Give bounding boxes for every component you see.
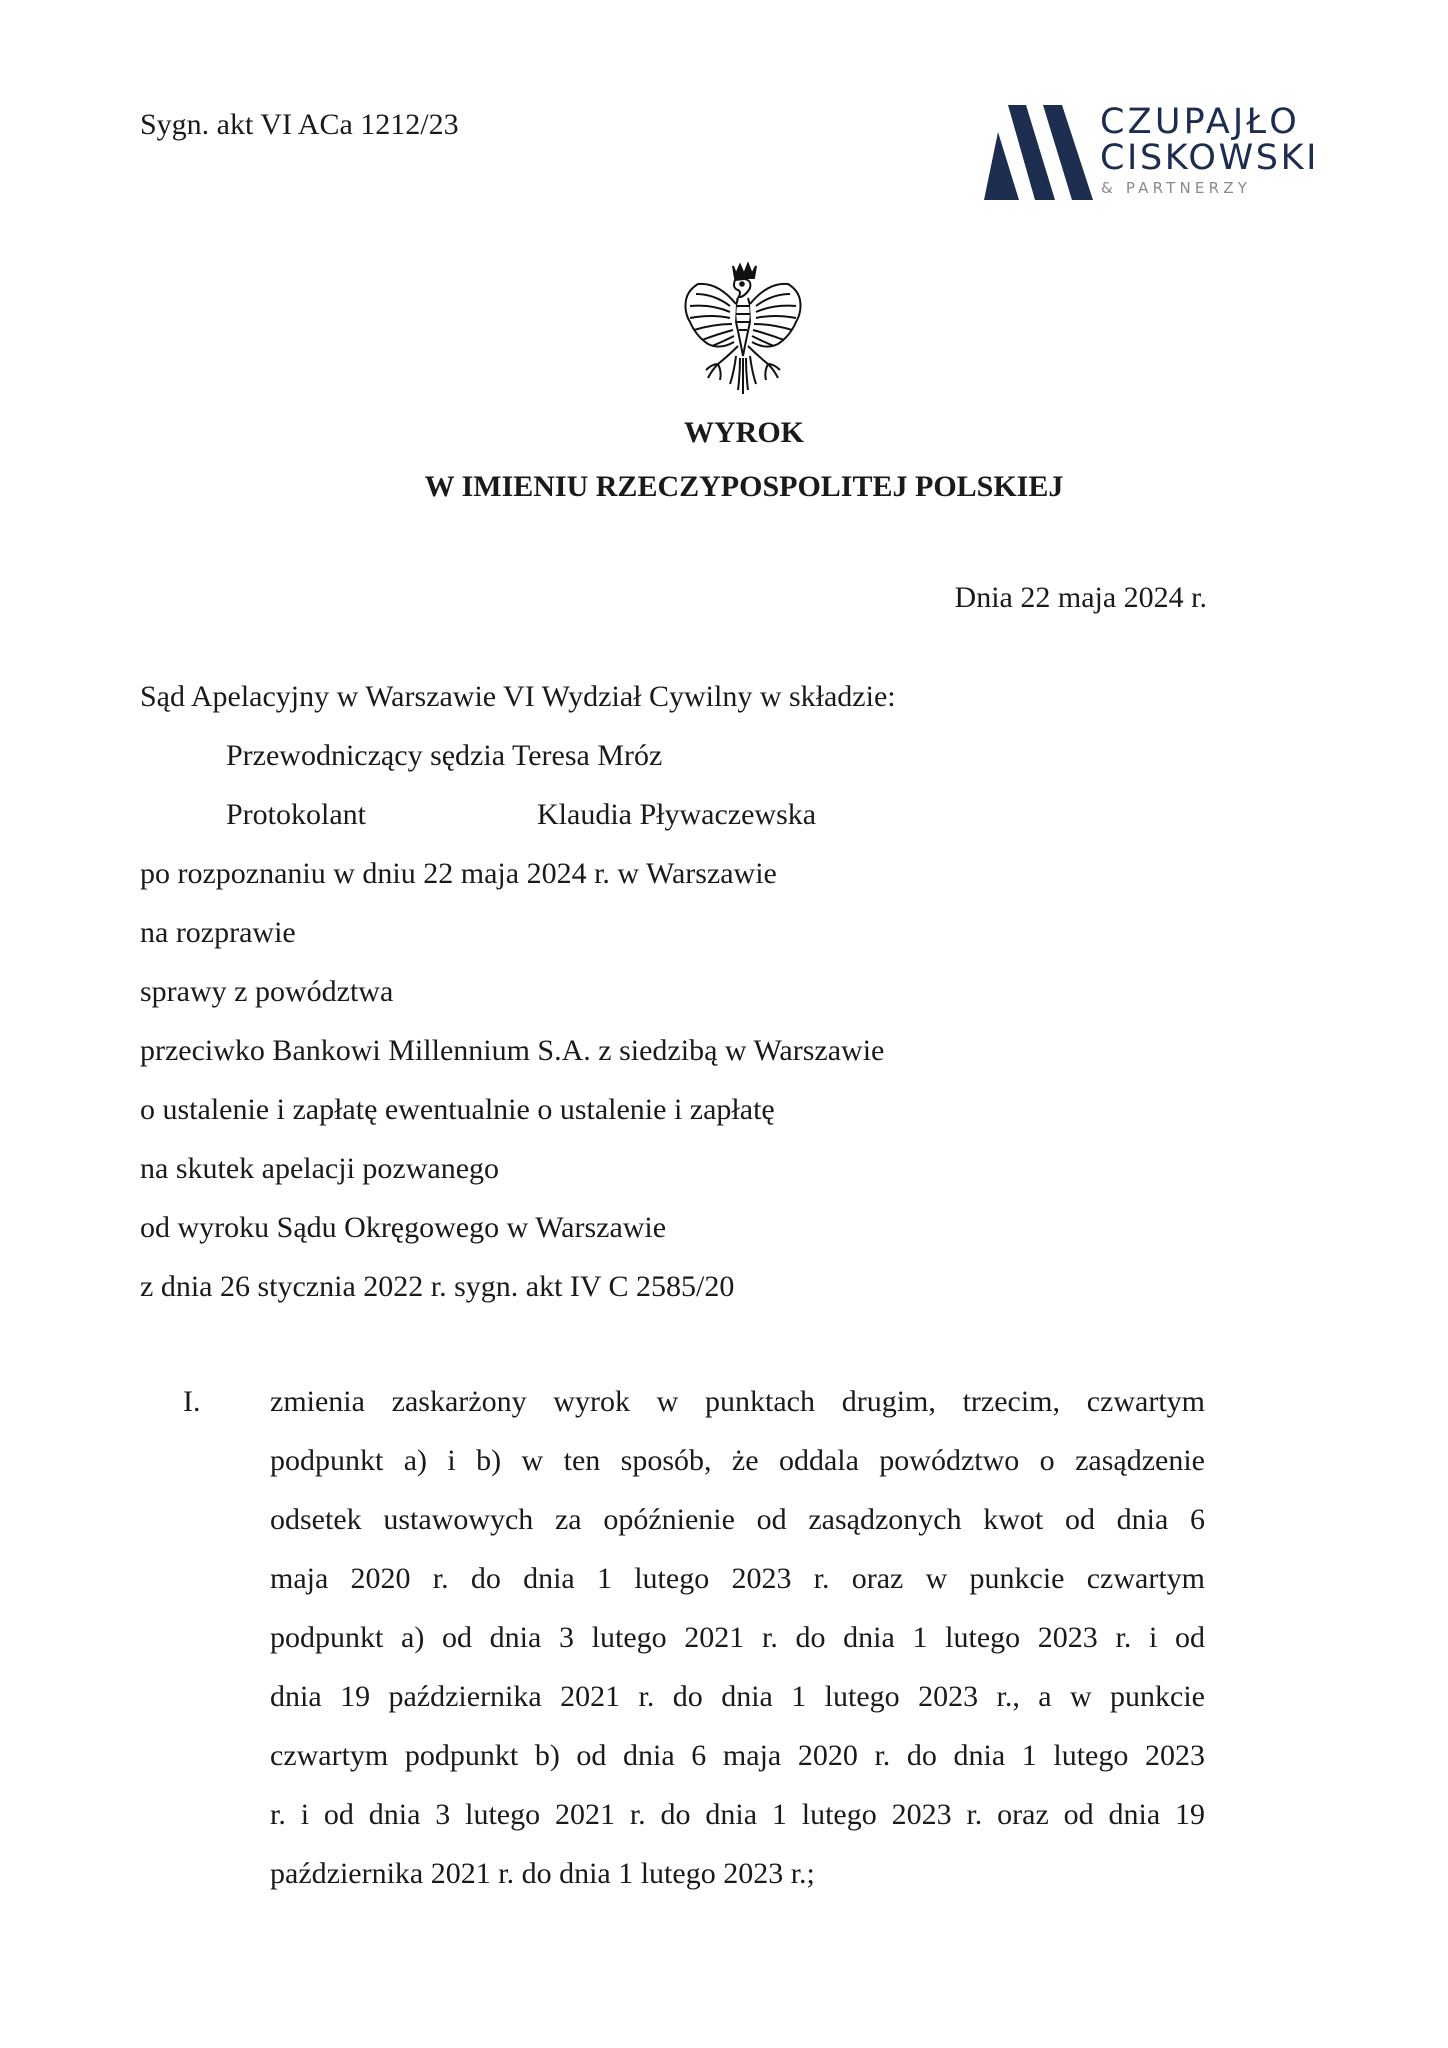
- ruling-text-line: r. i od dnia 3 lutego 2021 r. do dnia 1 lutego 2023 r. oraz od dnia 19: [270, 1798, 1205, 1831]
- ruling-text-line: podpunkt a) i b) w ten sposób, że oddala powództwo o zasądzenie: [270, 1444, 1205, 1477]
- judgment-date: Dnia 22 maja 2024 r.: [954, 581, 1207, 614]
- ruling-text-line: zmienia zaskarżony wyrok w punktach drugim, trzecim, czwartym: [270, 1385, 1205, 1418]
- court-composition: Sąd Apelacyjny w Warszawie VI Wydział Cywilny w składzie:: [140, 680, 896, 713]
- judgment-subtitle: W IMIENIU RZECZYPOSPOLITEJ POLSKIEJ: [424, 470, 1064, 503]
- ruling-item-number: I.: [183, 1385, 201, 1418]
- case-signature: Sygn. akt VI ACa 1212/23: [140, 108, 459, 141]
- ruling-text-line: października 2021 r. do dnia 1 lutego 2023 r.;: [270, 1857, 815, 1890]
- case-line: przeciwko Bankowi Millennium S.A. z siedzibą w Warszawie: [140, 1034, 885, 1067]
- judgment-title: WYROK: [684, 416, 804, 449]
- ruling-text-line: dnia 19 października 2021 r. do dnia 1 lutego 2023 r., a w punkcie: [270, 1680, 1205, 1713]
- case-line: po rozpoznaniu w dniu 22 maja 2024 r. w Warszawie: [140, 857, 777, 890]
- case-line: na rozprawie: [140, 916, 296, 949]
- ruling-text-line: czwartym podpunkt b) od dnia 6 maja 2020 r. do dnia 1 lutego 2023: [270, 1739, 1205, 1772]
- ruling-item-text: [270, 1372, 1205, 1903]
- presiding-judge: Przewodniczący sędzia Teresa Mróz: [226, 739, 663, 772]
- clerk-label: Protokolant: [226, 798, 366, 831]
- case-line: na skutek apelacji pozwanego: [140, 1152, 500, 1185]
- polish-eagle-emblem-icon: [678, 260, 808, 398]
- clerk-name: Klaudia Pływaczewska: [537, 798, 817, 831]
- case-line: od wyroku Sądu Okręgowego w Warszawie: [140, 1211, 667, 1244]
- logo-text-line3: & PARTNERZY: [1101, 179, 1252, 197]
- logo-text-line1: CZUPAJŁO: [1100, 102, 1300, 142]
- ruling-text-line: podpunkt a) od dnia 3 lutego 2021 r. do dnia 1 lutego 2023 r. i od: [270, 1621, 1205, 1654]
- logo-mark-icon: [975, 100, 1100, 205]
- ruling-text-line: maja 2020 r. do dnia 1 lutego 2023 r. oraz w punkcie czwartym: [270, 1562, 1205, 1595]
- logo-text-line2: CISKOWSKI: [1100, 138, 1320, 178]
- case-line: z dnia 26 stycznia 2022 r. sygn. akt IV C 2585/20: [140, 1270, 735, 1303]
- case-line: sprawy z powództwa: [140, 975, 394, 1008]
- ruling-text-line: odsetek ustawowych za opóźnienie od zasądzonych kwot od dnia 6: [270, 1503, 1205, 1536]
- law-firm-logo: [975, 100, 1355, 205]
- case-line: o ustalenie i zapłatę ewentualnie o ustalenie i zapłatę: [140, 1093, 775, 1126]
- court-preamble: [140, 667, 896, 1316]
